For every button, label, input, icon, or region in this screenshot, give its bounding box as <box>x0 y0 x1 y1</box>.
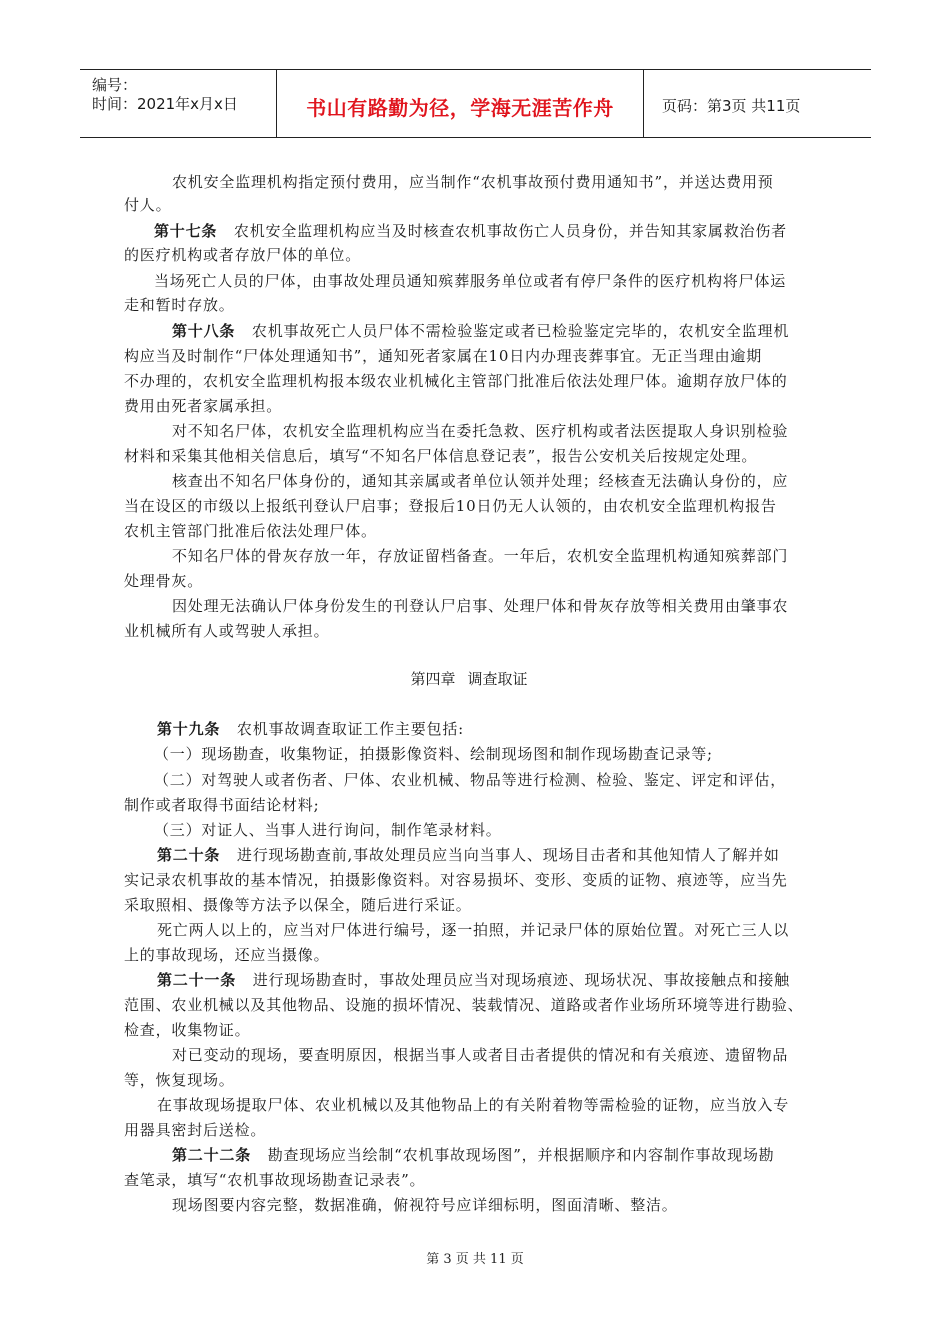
paragraph-line: 制作或者取得书面结论材料; <box>124 796 320 814</box>
paragraph-line: 采取照相、摄像等方法予以保全，随后进行采证。 <box>124 896 472 914</box>
paragraph-line: 死亡两人以上的，应当对尸体进行编号，逐一拍照，并记录尸体的原始位置。对死亡三人以 <box>157 921 790 939</box>
article-17-label: 第十七条 <box>154 222 218 240</box>
article-20-label: 第二十条 <box>157 846 221 864</box>
paragraph-line: 材料和采集其他相关信息后，填写“不知名尸体信息登记表”，报告公安机关后按规定处理。 <box>124 447 758 465</box>
paragraph-line: 不办理的，农机安全监理机构报本级农业机械化主管部门批准后依法处理尸体。逾期存放尸体的 <box>124 372 788 390</box>
paragraph-line: 农机主管部门批准后依法处理尸体。 <box>124 522 377 540</box>
article-22-label: 第二十二条 <box>172 1146 252 1164</box>
page-number-label: 页码：第3页 共11页 <box>662 97 801 115</box>
paragraph-text: 农机事故调查取证工作主要包括: <box>236 720 464 738</box>
paragraph-line: 在事故现场提取尸体、农业机械以及其他物品上的有关附着物等需检验的证物，应当放入专 <box>157 1096 790 1114</box>
header-motto-cell <box>277 70 644 137</box>
paragraph-text: 勘查现场应当绘制“农机事故现场图”，并根据顺序和内容制作事故现场勘 <box>267 1146 775 1164</box>
list-item: （一）现场勘查，收集物证，拍摄影像资料、绘制现场图和制作现场勘查记录等; <box>154 745 713 763</box>
paragraph-line: 构应当及时制作“尸体处理通知书”，通知死者家属在10日内办理丧葬事宜。无正当理由逾期 <box>124 347 763 365</box>
article-22-line <box>172 1144 774 1165</box>
time-label: 时间：2021年x月x日 <box>92 95 238 113</box>
paragraph-line: 现场图要内容完整，数据准确，俯视符号应详细标明，图面清晰、整洁。 <box>172 1196 678 1214</box>
paragraph-line: 农机安全监理机构指定预付费用，应当制作“农机事故预付费用通知书”，并送达费用预 <box>172 173 774 191</box>
chapter-heading <box>0 668 950 689</box>
paragraph-line: 上的事故现场，还应当摄像。 <box>124 946 330 964</box>
paragraph-line: 付人。 <box>124 196 172 214</box>
paragraph-line: 查笔录，填写“农机事故现场勘查记录表”。 <box>124 1171 426 1189</box>
code-label: 编号： <box>92 76 138 94</box>
page-footer: 第 3 页 共 11 页 <box>426 1252 524 1267</box>
page-header <box>80 69 871 138</box>
paragraph-line: 业机械所有人或驾驶人承担。 <box>124 622 330 640</box>
paragraph-line: 因处理无法确认尸体身份发生的刊登认尸启事、处理尸体和骨灰存放等相关费用由肇事农 <box>172 597 789 615</box>
paragraph-line: 对已变动的现场，要查明原因，根据当事人或者目击者提供的情况和有关痕迹、遗留物品 <box>172 1046 789 1064</box>
paragraph-line: 当在设区的市级以上报纸刊登认尸启事；登报后10日仍无人认领的，由农机安全监理机构报告 <box>124 497 777 515</box>
paragraph-line: 核查出不知名尸体身份的，通知其亲属或者单位认领并处理；经核查无法确认身份的，应 <box>172 472 789 490</box>
article-17-line <box>154 220 787 241</box>
list-item: （三）对证人、当事人进行询问，制作笔录材料。 <box>154 821 502 839</box>
header-meta-cell <box>80 70 277 137</box>
paragraph-text: 进行现场勘查前,事故处理员应当向当事人、现场目击者和其他知情人了解并如 <box>236 846 780 864</box>
paragraph-line: 检查，收集物证。 <box>124 1021 251 1039</box>
article-18-line <box>172 320 789 341</box>
chapter-number: 第四章 <box>410 670 456 688</box>
header-page-cell <box>644 70 871 137</box>
article-20-line <box>157 844 780 865</box>
article-18-label: 第十八条 <box>172 322 236 340</box>
paragraph-line: 对不知名尸体，农机安全监理机构应当在委托急救、医疗机构或者法医提取人身识别检验 <box>172 422 789 440</box>
paragraph-text: 进行现场勘查时，事故处理员应当对现场痕迹、现场状况、事故接触点和接触 <box>252 971 790 989</box>
article-19-line <box>157 718 464 739</box>
article-19-label: 第十九条 <box>157 720 221 738</box>
article-21-label: 第二十一条 <box>157 971 237 989</box>
paragraph-line: 费用由死者家属承担。 <box>124 397 283 415</box>
paragraph-text: 农机安全监理机构应当及时核查农机事故伤亡人员身份，并告知其家属救治伤者 <box>233 222 787 240</box>
paragraph-line: 走和暂时存放。 <box>124 296 235 314</box>
paragraph-line: 不知名尸体的骨灰存放一年，存放证留档备查。一年后，农机安全监理机构通知殡葬部门 <box>172 547 789 565</box>
paragraph-text: 农机事故死亡人员尸体不需检验鉴定或者已检验鉴定完毕的，农机安全监理机 <box>251 322 790 340</box>
paragraph-line: 范围、农业机械以及其他物品、设施的损坏情况、装载情况、道路或者作业场所环境等进行勘验、 <box>124 996 804 1014</box>
motto-text: 书山有路勤为径，学海无涯苦作舟 <box>306 96 614 120</box>
chapter-title: 调查取证 <box>467 670 528 688</box>
article-21-line <box>157 969 790 990</box>
list-item: （二）对驾驶人或者伤者、尸体、农业机械、物品等进行检测、检验、鉴定、评定和评估， <box>154 771 787 789</box>
paragraph-line: 处理骨灰。 <box>124 572 204 590</box>
paragraph-line: 的医疗机构或者存放尸体的单位。 <box>124 246 362 264</box>
paragraph-line: 当场死亡人员的尸体，由事故处理员通知殡葬服务单位或者有停尸条件的医疗机构将尸体运 <box>154 272 787 290</box>
paragraph-line: 实记录农机事故的基本情况，拍摄影像资料。对容易损坏、变形、变质的证物、痕迹等，应当先 <box>124 871 788 889</box>
paragraph-line: 用器具密封后送检。 <box>124 1121 267 1139</box>
paragraph-line: 等，恢复现场。 <box>124 1071 235 1089</box>
